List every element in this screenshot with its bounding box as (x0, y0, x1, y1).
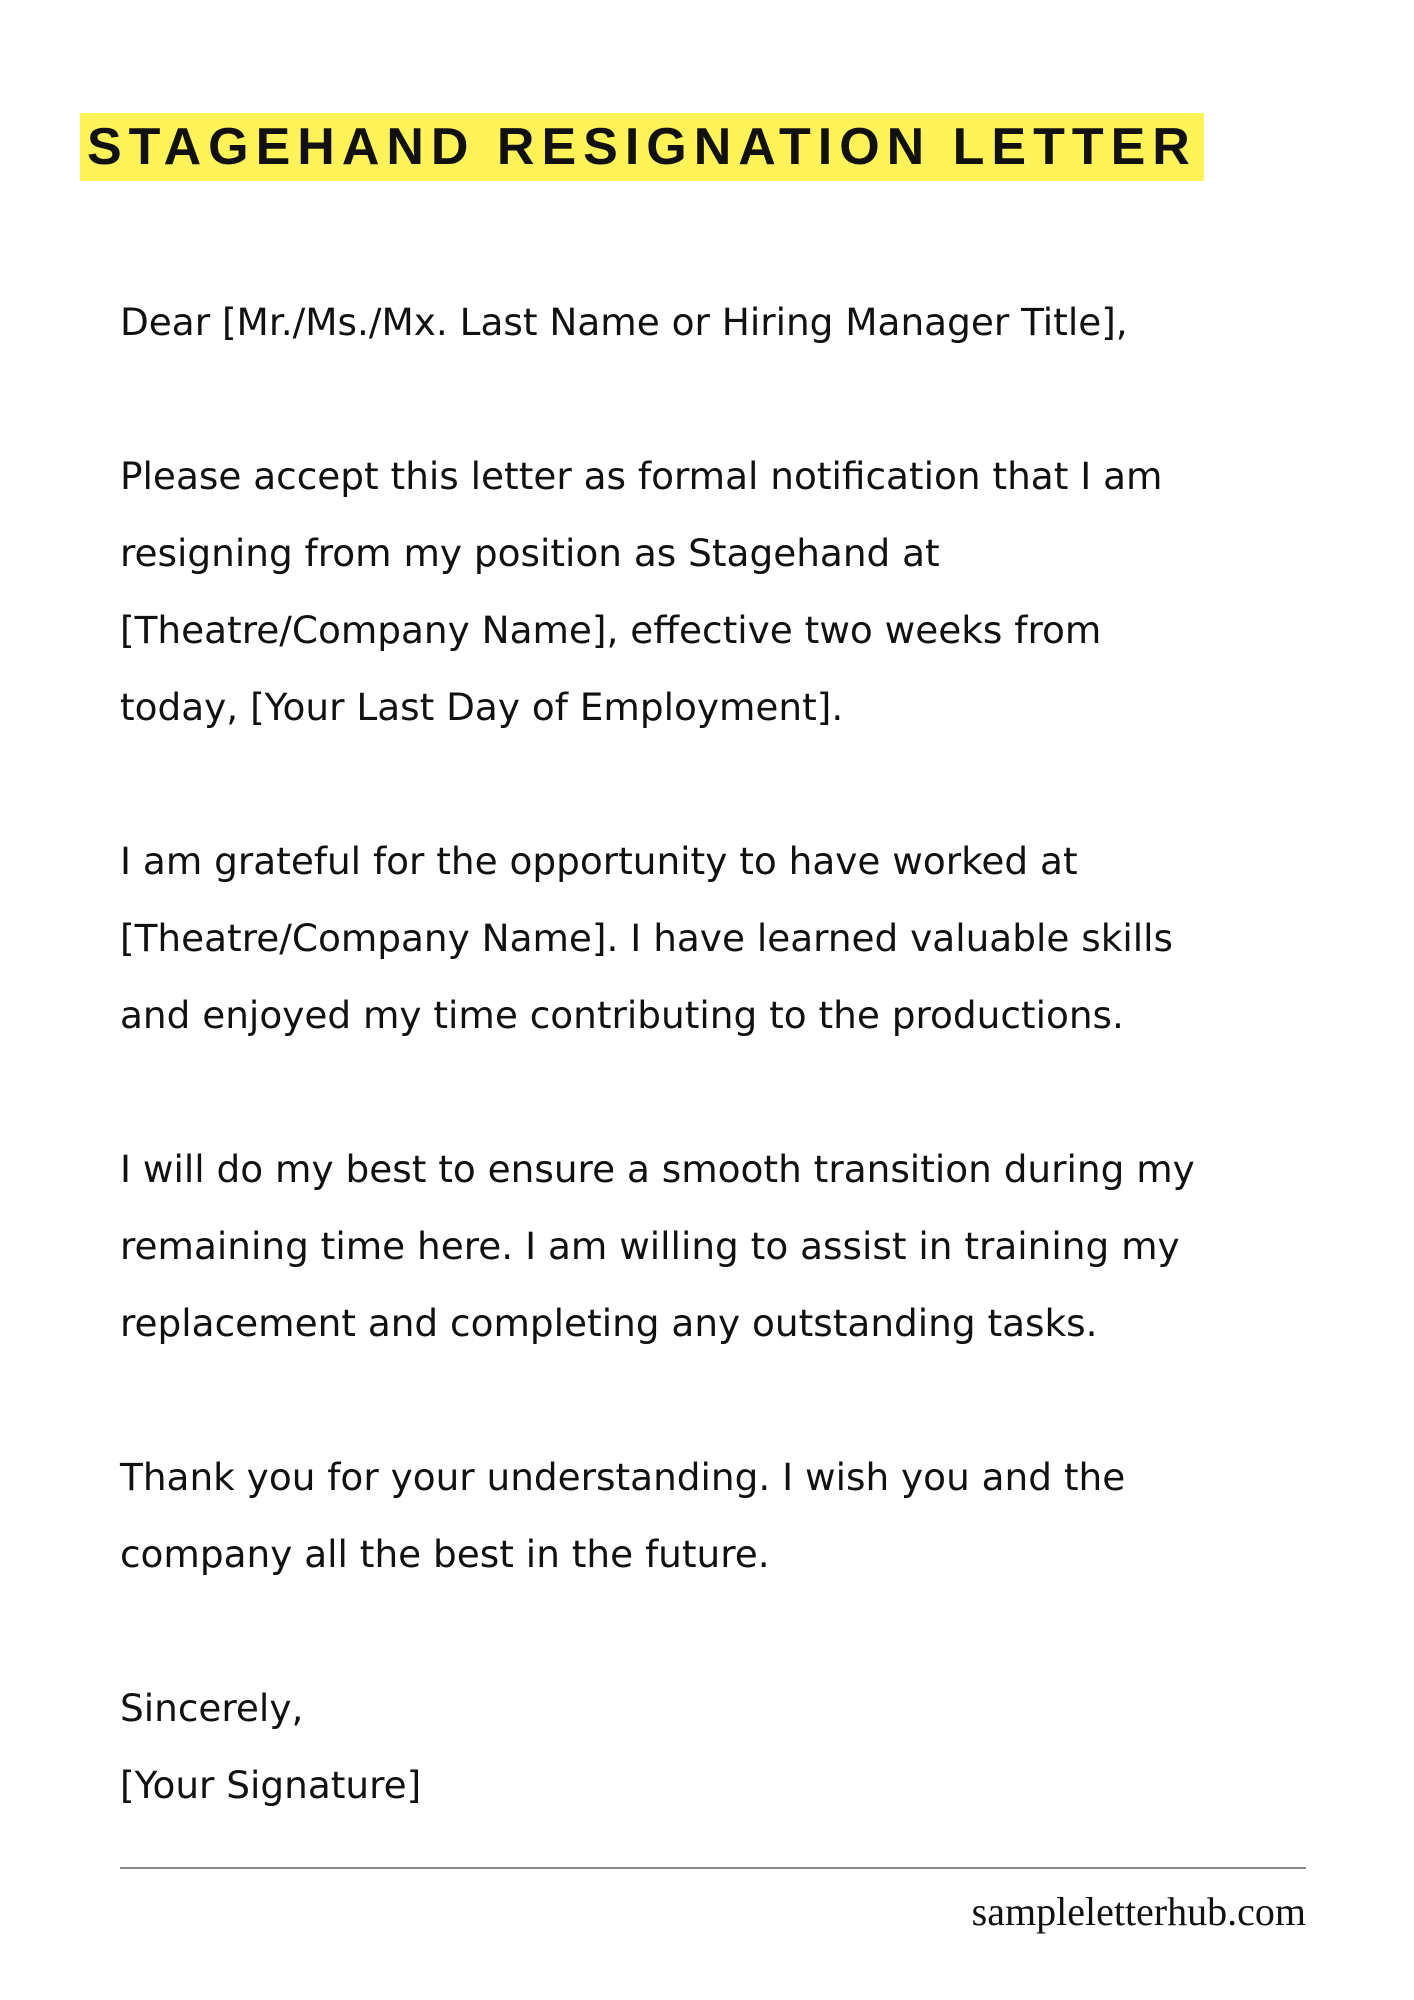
letter-title: STAGEHAND RESIGNATION LETTER (87, 118, 1197, 176)
letter-closing: Sincerely, (120, 1686, 304, 1730)
title-highlight (80, 113, 1204, 181)
letter-body (120, 284, 1370, 1824)
footer-divider (120, 1867, 1306, 1869)
letter-paragraph-1: Please accept this letter as formal notification that I am resigning from my position as Stagehand at [Theatre/Company Name], effective two weeks from today, [Your Last Day of Employment]. (120, 454, 1163, 729)
footer-site-name: sampleletterhub.com (971, 1889, 1306, 1934)
letter-paragraph-3: I will do my best to ensure a smooth transition during my remaining time here. I am willing to assist in training my replacement and completing any outstanding tasks. (120, 1147, 1195, 1345)
letter-signature: [Your Signature] (120, 1763, 422, 1807)
letter-greeting: Dear [Mr./Ms./Mx. Last Name or Hiring Manager Title], (120, 300, 1128, 344)
letter-paragraph-4: Thank you for your understanding. I wish you and the company all the best in the future. (120, 1455, 1126, 1576)
letter-paragraph-2: I am grateful for the opportunity to have worked at [Theatre/Company Name]. I have learned valuable skills and enjoyed my time contributing to the productions. (120, 839, 1173, 1037)
